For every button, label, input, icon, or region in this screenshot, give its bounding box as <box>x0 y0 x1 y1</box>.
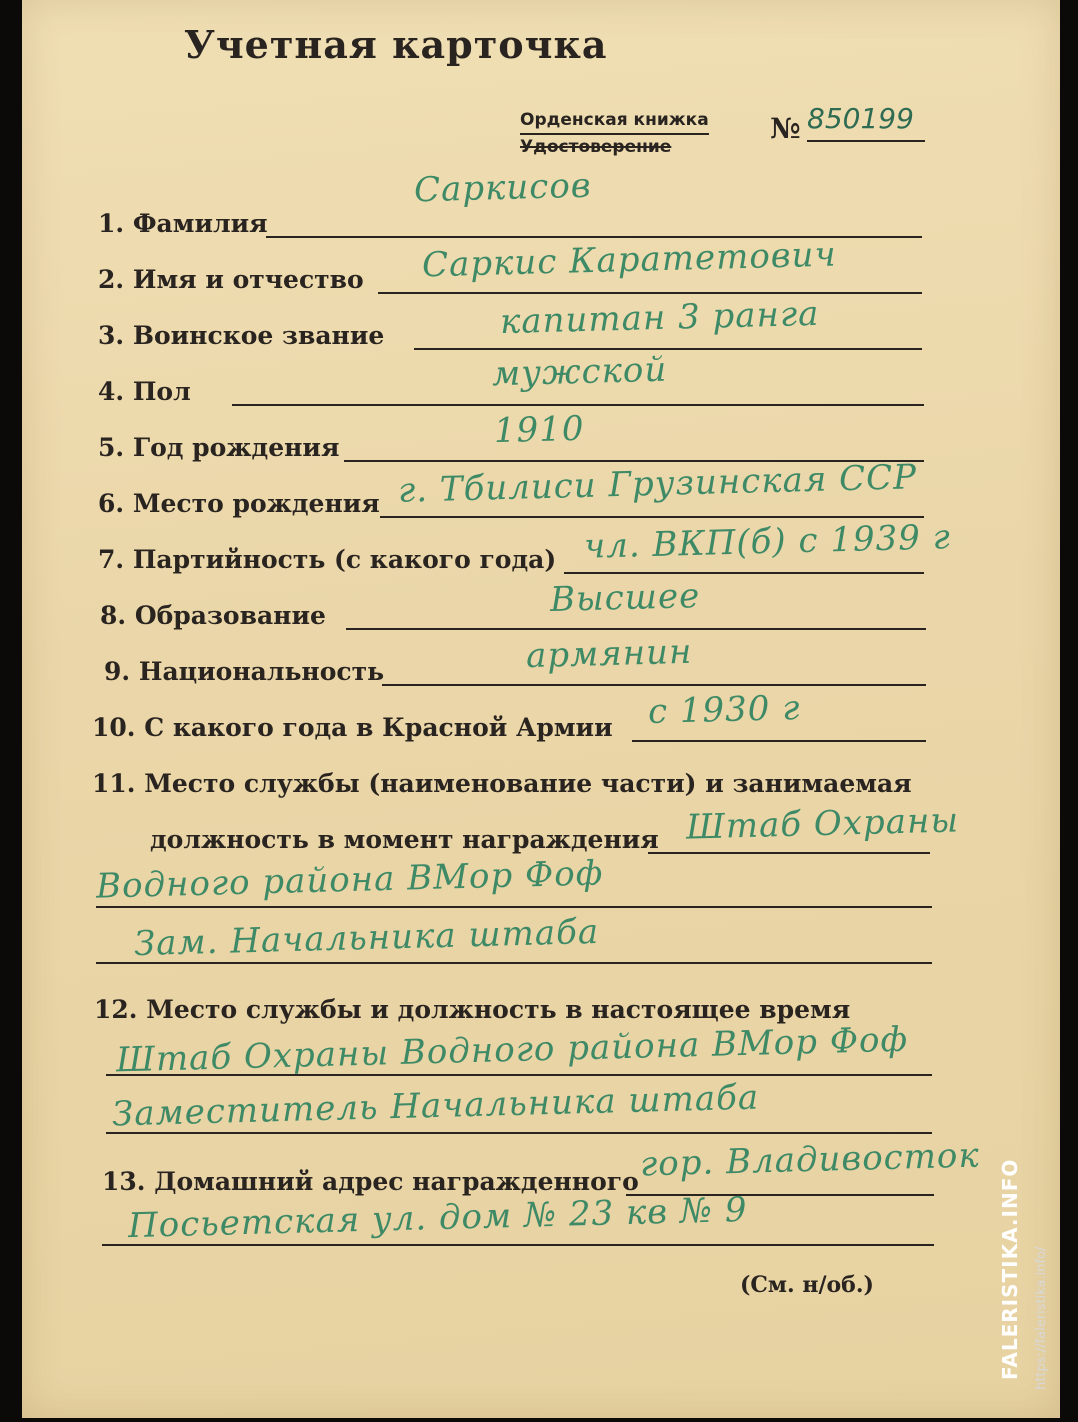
doc-type-certificate: Удостоверение <box>520 137 672 157</box>
field-education <box>22 596 1060 636</box>
fill-line <box>632 740 926 742</box>
field-label: Пол <box>132 377 191 406</box>
field-label: Воинское звание <box>132 321 385 350</box>
handwritten-name-patronymic: Саркис Каратетович <box>421 234 838 286</box>
handwritten-sex: мужской <box>491 349 668 395</box>
field-number: 6. <box>98 489 125 518</box>
fill-line <box>346 628 926 630</box>
handwritten-birth-year: 1910 <box>493 408 586 452</box>
field-service-at-award-label1 <box>22 764 1060 804</box>
field-number: 4. <box>98 377 125 406</box>
fill-line <box>106 1132 932 1134</box>
field-label: Место службы (наименование части) и занимаемая <box>144 769 912 798</box>
field-number: 1. <box>98 209 125 238</box>
handwritten-current-service-1: Штаб Охраны Водного района ВМор Фоф <box>115 1019 909 1081</box>
fill-line <box>648 852 930 854</box>
field-label: Место службы и должность в настоящее время <box>146 995 851 1024</box>
fill-line <box>414 348 922 350</box>
field-number: 11. <box>92 769 136 798</box>
handwritten-education: Высшее <box>549 576 701 620</box>
field-number: 12. <box>94 995 138 1024</box>
number-label: № <box>770 112 801 145</box>
fill-line <box>378 292 922 294</box>
handwritten-service-at-award-1: Штаб Охраны <box>685 800 960 848</box>
field-surname <box>22 204 1060 244</box>
document-type <box>520 108 709 159</box>
fill-line <box>102 1244 934 1246</box>
handwritten-party-membership: чл. ВКП(б) с 1939 г <box>583 517 952 567</box>
field-label: Партийность (с какого года) <box>132 545 557 574</box>
watermark-url-text: https://faleristika.info/ <box>1034 1246 1049 1390</box>
handwritten-military-rank: капитан 3 ранга <box>499 293 820 343</box>
handwritten-home-address-1: гор. Владивосток <box>639 1135 981 1185</box>
field-number: 7. <box>98 545 125 574</box>
fill-line <box>382 684 926 686</box>
handwritten-surname: Саркисов <box>413 165 593 211</box>
watermark-url <box>1034 1220 1058 1390</box>
handwritten-red-army-since: с 1930 г <box>647 688 801 732</box>
fill-line <box>96 962 932 964</box>
field-label: Место рождения <box>132 489 380 518</box>
watermark-brand-text: FALERISTIKA.INFO <box>998 1158 1022 1380</box>
doc-type-order-book: Орденская книжка <box>520 108 709 135</box>
field-number: 3. <box>98 321 125 350</box>
handwritten-home-address-2: Посьетская ул. дом № 23 кв № 9 <box>127 1189 748 1247</box>
handwritten-service-at-award-3: Зам. Начальника штаба <box>133 911 600 965</box>
field-number: 8. <box>100 601 127 630</box>
handwritten-current-service-2: Заместитель Начальника штаба <box>111 1077 760 1135</box>
award-record-card <box>22 0 1060 1418</box>
field-label: Национальность <box>138 657 385 686</box>
field-label-continued: должность в момент награждения <box>150 825 659 854</box>
field-number: 13. <box>102 1167 146 1196</box>
see-reverse-note: (См. н/об.) <box>740 1272 874 1298</box>
field-label: С какого года в Красной Армии <box>144 713 613 742</box>
field-number: 9. <box>104 657 131 686</box>
field-red-army-since <box>22 708 1060 748</box>
field-label: Имя и отчество <box>132 265 364 294</box>
fill-line <box>96 906 932 908</box>
field-number: 2. <box>98 265 125 294</box>
handwritten-birthplace: г. Тбилиси Грузинская ССР <box>397 457 918 511</box>
fill-line <box>564 572 924 574</box>
field-label: Домашний адрес награжденного <box>154 1167 639 1196</box>
field-number: 10. <box>92 713 136 742</box>
field-label: Год рождения <box>132 433 340 462</box>
watermark-brand <box>998 1158 1034 1380</box>
card-title: Учетная карточка <box>184 22 608 67</box>
fill-line <box>232 404 924 406</box>
handwritten-service-at-award-2: Водного района ВМор Фоф <box>95 853 604 907</box>
field-label: Образование <box>134 601 326 630</box>
fill-line <box>380 516 924 518</box>
field-label: Фамилия <box>132 209 268 238</box>
field-number: 5. <box>98 433 125 462</box>
handwritten-nationality: армянин <box>525 631 693 677</box>
number-value: 850199 <box>807 98 925 142</box>
